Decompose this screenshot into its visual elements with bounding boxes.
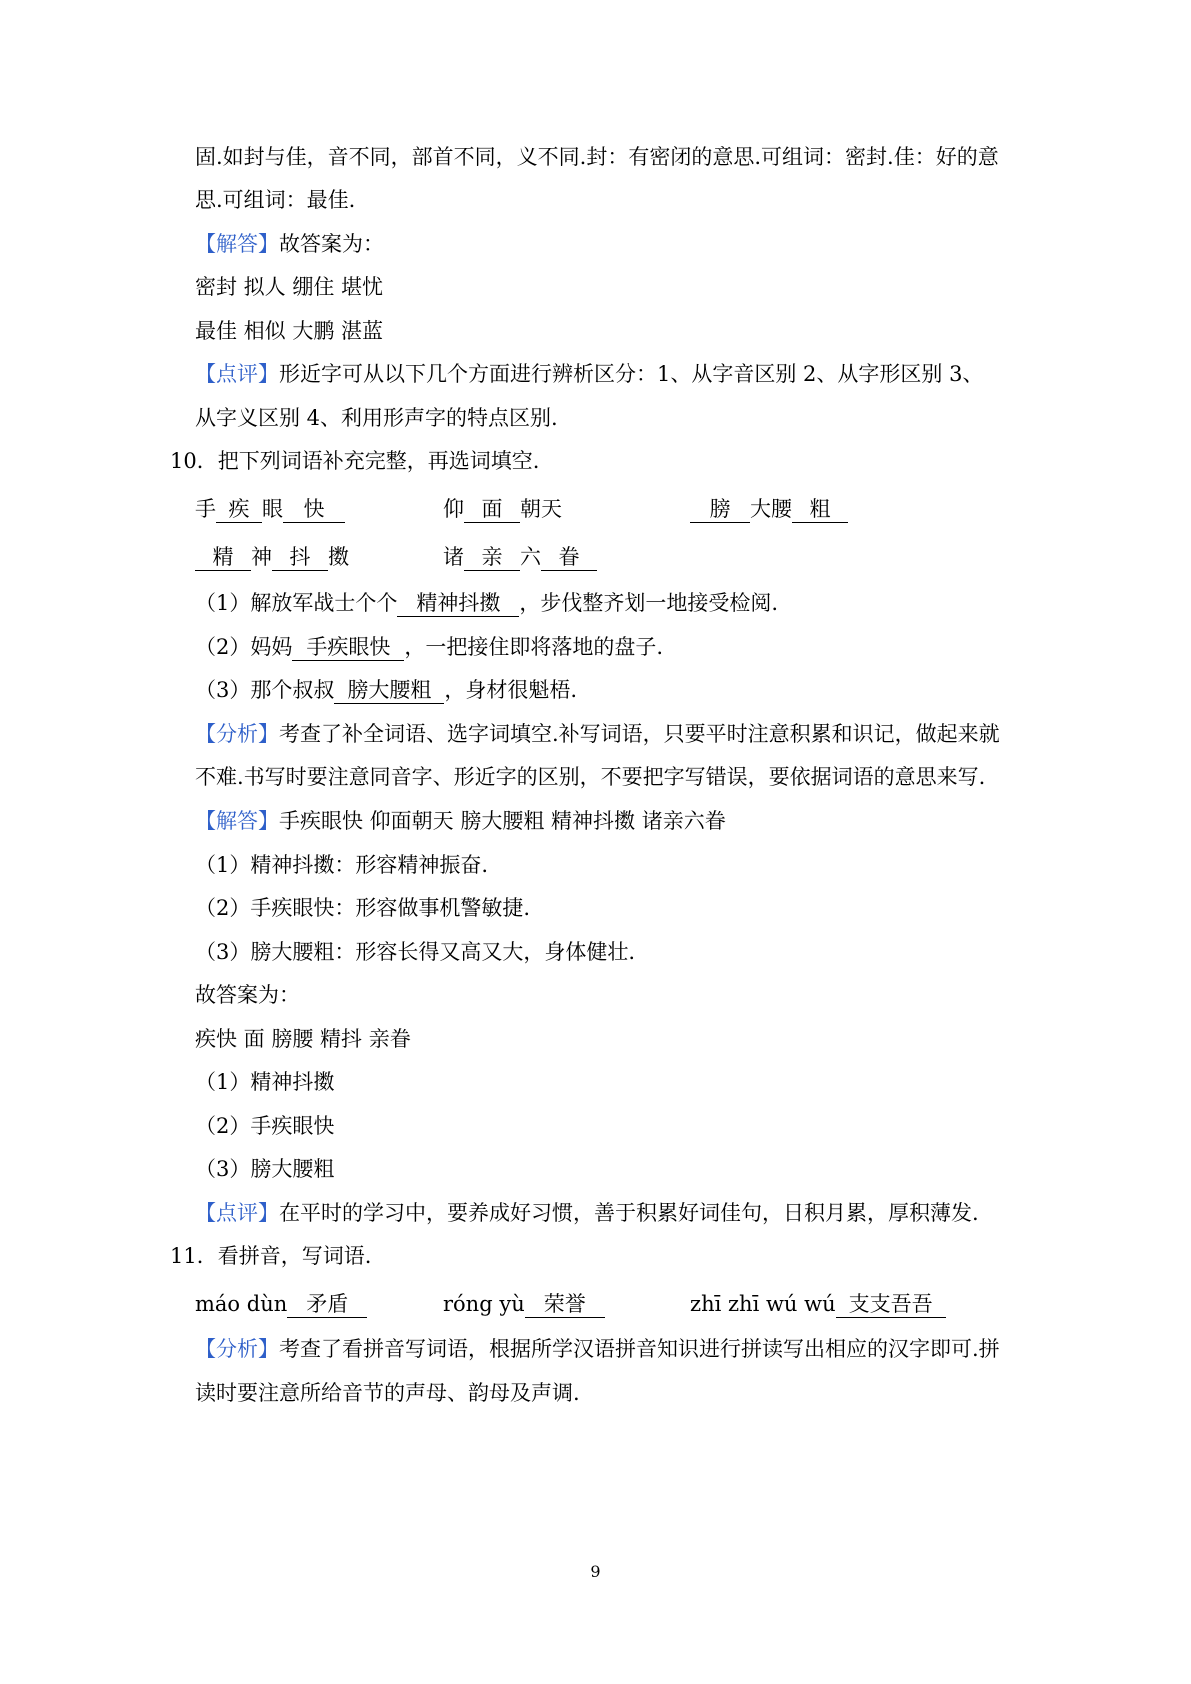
question-title: 10．把下列词语补充完整，再选词填空. (170, 449, 540, 473)
word-item: 手 疾 眼 快 (195, 494, 345, 524)
word-item: 膀 大腰 粗 (690, 494, 848, 524)
fill-answer: （2）手疾眼快 (195, 1114, 335, 1138)
pinyin-item: róng yù 荣誉 (443, 1289, 605, 1319)
answer-heading: 故答案为： (195, 983, 300, 1007)
comment-line: 从字义区别 4、利用形声字的特点区别. (195, 406, 558, 430)
fill-answer: （1）精神抖擞 (195, 1070, 335, 1094)
analysis-line: 【分析】考查了补全词语、选字词填空.补写词语，只要平时注意积累和识记，做起来就 (195, 722, 1000, 746)
comment-line (195, 359, 983, 389)
comment-tag: 【点评】 (195, 362, 279, 386)
sentence: （3）那个叔叔 膀大腰粗 ，身材很魁梧. (195, 678, 578, 702)
paragraph-line: 固.如封与佳，音不同，部首不同，义不同.封：有密闭的意思.可组词：密封.佳：好的意 (195, 145, 999, 169)
answer-row: 密封 拟人 绷住 堪忧 (195, 275, 384, 299)
comment-line: 【点评】在平时的学习中，要养成好习惯，善于积累好词佳句，日积月累，厚积薄发. (195, 1201, 979, 1225)
paragraph-line: 思.可组词：最佳. (195, 188, 356, 212)
analysis-line: 【分析】考查了看拼音写词语，根据所学汉语拼音知识进行拼读写出相应的汉字即可.拼 (195, 1337, 1000, 1361)
analysis-line: 读时要注意所给音节的声母、韵母及声调. (195, 1381, 580, 1405)
word-item: 诸 亲 六 眷 (443, 542, 597, 572)
word-item: 精 神 抖 擞 (195, 542, 349, 572)
sentence: （2）妈妈 手疾眼快 ，一把接住即将落地的盘子. (195, 635, 664, 659)
explanation: （2）手疾眼快：形容做事机警敏捷. (195, 896, 531, 920)
pinyin-item: máo dùn 矛盾 (195, 1289, 367, 1319)
answer-line: 【解答】手疾眼快 仰面朝天 膀大腰粗 精神抖擞 诸亲六眷 (195, 809, 726, 833)
answer-tag: 【解答】 (195, 232, 279, 256)
answer-row: 最佳 相似 大鹏 湛蓝 (195, 319, 384, 343)
page-number: 9 (590, 1562, 601, 1581)
pinyin-item: zhī zhī wú wú 支支吾吾 (690, 1289, 946, 1319)
explanation: （3）膀大腰粗：形容长得又高又大，身体健壮. (195, 940, 636, 964)
analysis-line: 不难.书写时要注意同音字、形近字的区别，不要把字写错误，要依据词语的意思来写. (195, 765, 986, 789)
comment-tag: 【点评】 (195, 1201, 279, 1225)
analysis-tag: 【分析】 (195, 1337, 279, 1361)
comment-text: 形近字可从以下几个方面进行辨析区分：1、从字音区别 2、从字形区别 3、 (279, 362, 984, 386)
sentence: （1）解放军战士个个 精神抖擞 ，步伐整齐划一地接受检阅. (195, 591, 779, 615)
answer-line (195, 229, 384, 259)
answer-text: 故答案为： (279, 232, 384, 256)
fill-answer: （3）膀大腰粗 (195, 1157, 335, 1181)
answer-tag: 【解答】 (195, 809, 279, 833)
word-item: 仰 面 朝天 (443, 497, 562, 521)
fill-answers: 疾快 面 膀腰 精抖 亲眷 (195, 1027, 411, 1051)
question-title: 11．看拼音，写词语. (170, 1244, 372, 1268)
analysis-tag: 【分析】 (195, 722, 279, 746)
explanation: （1）精神抖擞：形容精神振奋. (195, 853, 489, 877)
